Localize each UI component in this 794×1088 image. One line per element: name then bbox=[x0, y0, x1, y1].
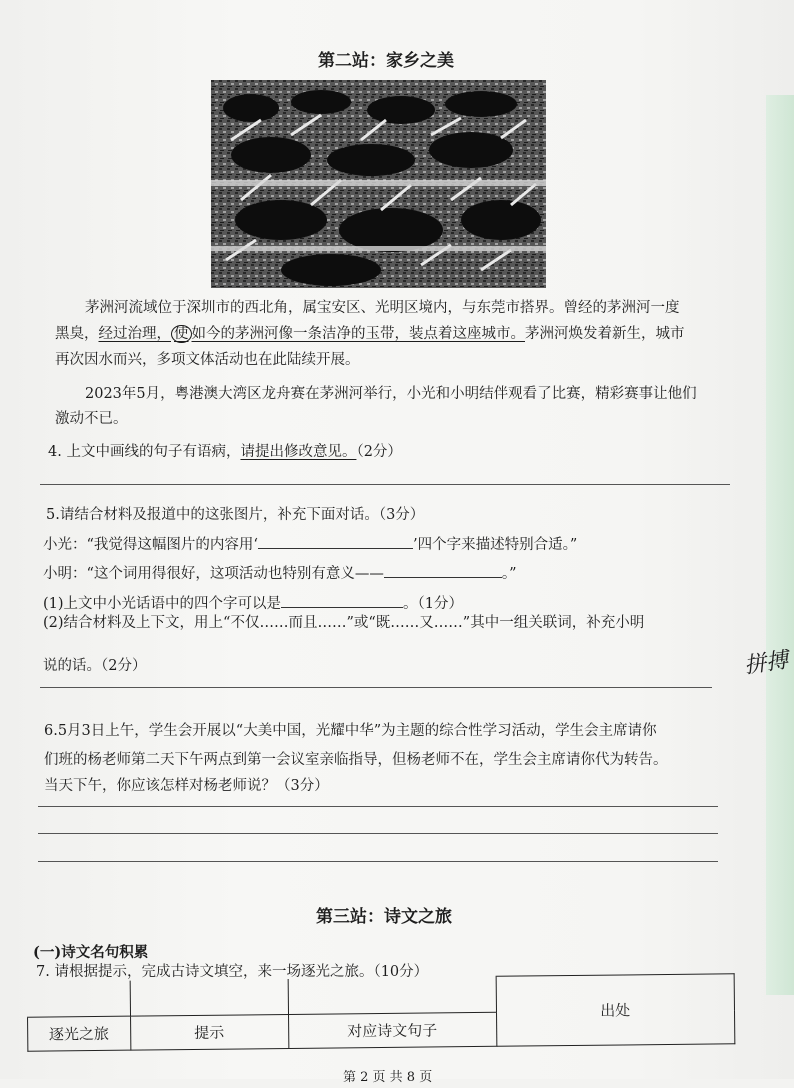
question-5-xiaoming bbox=[43, 563, 517, 584]
station3-title: 第三站：诗文之旅 bbox=[316, 907, 452, 927]
question-6-line2: 们班的杨老师第二天下午两点到第一会议室亲临指导，但杨老师不在，学生会主席请你代为转告。 bbox=[44, 752, 668, 768]
question-5-sub1 bbox=[43, 593, 463, 614]
answer-line-q6-1[interactable] bbox=[38, 806, 718, 807]
question-4-text: 4. 上文中画线的句子有语病， bbox=[48, 444, 241, 460]
xiaoming-text-start: 小明：“这个词用得很好，这项活动也特别有意义—— bbox=[43, 566, 384, 582]
question-5: 5.请结合材料及报道中的这张图片，补充下面对话。（3分） bbox=[46, 507, 425, 523]
handwritten-margin-note: 拼搏 bbox=[742, 648, 790, 679]
question-5-sub2-line2: 说的话。（2分） bbox=[43, 658, 147, 674]
table-header-source: 出处 bbox=[496, 974, 735, 1046]
page-footer: 第 2 页 共 8 页 bbox=[343, 1070, 433, 1085]
passage-line-4: 2023年5月，粤港澳大湾区龙舟赛在茅洲河举行，小光和小明结伴观看了比赛，精彩赛事让他们 bbox=[85, 386, 697, 402]
passage-line-5: 激动不已。 bbox=[55, 411, 128, 427]
passage-line-2 bbox=[55, 324, 685, 344]
table-header-hint: 提示 bbox=[130, 1014, 288, 1050]
poetry-table bbox=[27, 973, 736, 1051]
dragon-boat-race-photo bbox=[211, 80, 546, 288]
sub1-points: 。（1分） bbox=[403, 596, 464, 612]
sub1-text: (1)上文中小光话语中的四个字可以是 bbox=[43, 596, 282, 612]
xiaoming-text-end: 。” bbox=[501, 566, 517, 582]
underlined-sentence-part1: 经过治理， bbox=[98, 326, 171, 342]
section-heading: (一)诗文名句积累 bbox=[33, 944, 149, 961]
blank-xiaoming[interactable] bbox=[384, 563, 502, 578]
blank-four-characters[interactable] bbox=[258, 534, 413, 549]
question-4 bbox=[48, 442, 402, 462]
desk-background-strip bbox=[766, 95, 794, 995]
question-7: 7. 请根据提示，完成古诗文填空，来一场逐光之旅。（10分） bbox=[36, 964, 429, 980]
station2-title: 第二站：家乡之美 bbox=[318, 51, 454, 71]
blank-sub1[interactable] bbox=[281, 593, 403, 608]
question-5-sub2-line1: (2)结合材料及上下文，用上“不仅……而且……”或“既……又……”其中一组关联词，补充小明 bbox=[43, 615, 645, 631]
xiaoguang-text-end: ’四个字来描述特别合适。” bbox=[413, 537, 578, 553]
question-4-underlined: 请提出修改意见。 bbox=[240, 444, 357, 460]
passage-line-1: 茅洲河流域位于深圳市的西北角，属宝安区、光明区境内，与东莞市搭界。曾经的茅洲河一度 bbox=[85, 300, 680, 316]
table-header-poem-line: 对应诗文句子 bbox=[288, 1012, 496, 1048]
answer-line-q5[interactable] bbox=[40, 687, 712, 688]
answer-line-q6-2[interactable] bbox=[38, 833, 718, 834]
table-header-journey: 逐光之旅 bbox=[28, 1016, 131, 1051]
question-5-xiaoguang bbox=[43, 534, 577, 555]
passage-line-2-end: 茅洲河焕发着新生，城市 bbox=[525, 326, 685, 342]
passage-line-2-start: 黑臭， bbox=[55, 326, 99, 342]
circled-word-shi: 使 bbox=[171, 325, 192, 343]
question-6-line1: 6.5月3日上午，学生会开展以“大美中国，光耀中华”为主题的综合性学习活动，学生会主席请你 bbox=[44, 723, 657, 739]
answer-line-q6-3[interactable] bbox=[38, 861, 718, 862]
passage-line-3: 再次因水而兴，多项文体活动也在此陆续开展。 bbox=[55, 352, 360, 368]
question-4-points: （2分） bbox=[356, 444, 402, 460]
question-6-line3: 当天下午，你应该怎样对杨老师说？（3分） bbox=[44, 778, 329, 794]
xiaoguang-text-start: 小光：“我觉得这幅图片的内容用‘ bbox=[43, 537, 259, 553]
answer-line-q4[interactable] bbox=[40, 484, 730, 485]
underlined-sentence-part2: 如今的茅洲河像一条洁净的玉带，装点着这座城市。 bbox=[191, 326, 525, 342]
